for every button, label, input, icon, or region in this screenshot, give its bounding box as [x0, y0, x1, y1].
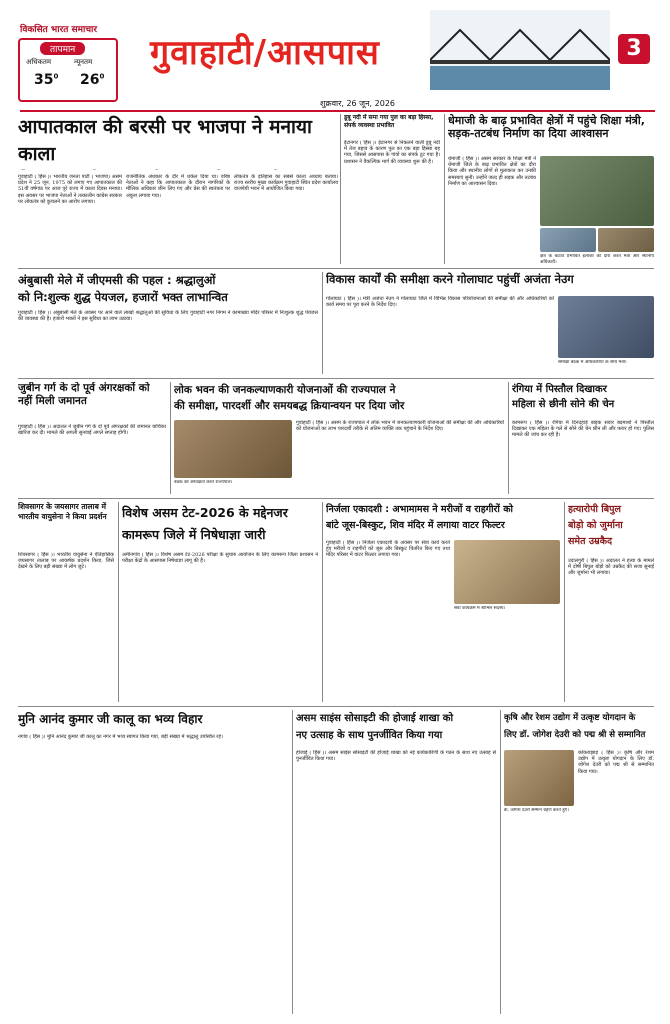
a1-body-col2: राजनीतिक अंधकार के दौर में धकेल दिया था। वरिष्ठ नेताओं ने कहा कि आपातकाल के दौरान नागरिकों के मौलिक अधिकार छीन लिए गए और प्रेस की स्वतंत्रता पर अंकुश लगाया गया। — [126, 174, 230, 199]
masthead-title: गुवाहाटी/आसपास — [150, 33, 380, 73]
rule — [292, 710, 293, 1014]
a14-headline-line2: नए उत्साह के साथ पुनर्जीवित किया गया — [296, 730, 443, 741]
a4-headline-line1: अंबुबासी मेले में जीएमसी की पहल : श्रद्धालुओं — [18, 273, 216, 287]
max-temp: $35^0$ — [34, 72, 59, 88]
rule — [322, 502, 323, 702]
a12-headline — [568, 502, 654, 554]
a2-body: ईटानगर ( हिंस )। ईटानगर से निकलने वाली डूबू नदी में तेज बहाव के कारण पुल का एक बड़ा हिस्सा बह गया, जिससे आसपास के गांवों का संपर्क टूट गया है। प्रशासन ने वैकल्पिक मार्ग की व्यवस्था शुरू की है। — [344, 140, 440, 165]
a11-body: गुवाहाटी ( हिंस )। निर्जला एकादशी के अवसर पर सेवा कार्य करते हुए मरीजों व राहगीरों को जूस और बिस्कुट वितरित किए गए तथा मंदिर परिसर में वाटर फिल्टर लगाया गया। — [326, 540, 450, 559]
rule — [322, 272, 323, 374]
a14-body: होजाई ( हिंस )। असम साइंस सोसाइटी की होजाई शाखा को नई कार्यकारिणी के गठन के साथ नए उत्साह से पुनर्जीवित किया गया। — [296, 750, 496, 763]
a3-photo-3 — [598, 228, 654, 252]
a8-headline-line1: रंगिया में पिस्तौल दिखाकर — [512, 384, 607, 395]
rule — [564, 502, 565, 702]
a4-headline — [18, 272, 318, 306]
page-number: 3 — [626, 36, 642, 61]
a3-caption: क्षेत्र के कटाव प्रभावित इलाकों का दौरा करते मंत्री और स्थानीय अधिकारी। — [540, 254, 654, 265]
max-label: अधिकतम — [26, 58, 52, 66]
a4-headline-line2: को नि:शुल्क शुद्ध पेयजल, हजारों भक्त लाभान्वित — [18, 290, 228, 304]
a15-headline-line1: कृषि और रेशम उद्योग में उत्कृष्ट योगदान के — [504, 713, 636, 723]
a8-headline-line2: महिला से छीनी सोने की चेन — [512, 399, 615, 410]
rule — [18, 268, 654, 269]
a6-body: गुवाहाटी ( हिंस )। अदालत ने जुबीन गर्ग के दो पूर्व अंगरक्षकों की जमानत याचिका खारिज कर दी। मामले की अगली सुनवाई अगले सप्ताह होगी। — [18, 424, 166, 437]
min-label: न्यूनतम — [74, 58, 93, 66]
a13-headline: मुनि आनंद कुमार जी कालू का भव्य विहार — [18, 712, 203, 726]
a7-photo — [174, 420, 292, 478]
a5-caption: समीक्षा बैठक में अधिकारियों के साथ मंत्री। — [558, 360, 627, 365]
a5-photo — [558, 296, 654, 358]
a7-headline-line2: की समीक्षा, पारदर्शी और समयबद्ध क्रियान्वयन पर दिया जोर — [174, 400, 405, 412]
a15-headline — [504, 710, 654, 746]
a1-headline — [18, 114, 336, 170]
a8-body: कामरूप ( हिंस )। रंगिया में दिनदहाड़े बाइक सवार बदमाशों ने पिस्तौल दिखाकर एक महिला के गले से सोने की चेन छीन ली और फरार हो गए। पुलिस मामले की जांच कर रही है। — [512, 420, 654, 439]
a1-headline-line2 — [18, 168, 336, 170]
a15-photo — [504, 750, 574, 806]
max-temp-value: 35 — [34, 72, 54, 88]
a10-headline-line1: विशेष असम टेट-2026 के मद्देनजर — [122, 505, 288, 520]
rule — [340, 114, 341, 264]
a11-caption: सेवा कार्यक्रम में शामिल सदस्य। — [454, 606, 506, 611]
a8-headline — [512, 382, 654, 416]
a1-headline-line1: आपातकाल की बरसी पर भाजपा ने मनाया काला — [18, 116, 312, 165]
a4-body: गुवाहाटी ( हिंस )। अंबुबासी मेले के अवसर पर आने वाले लाखों श्रद्धालुओं की सुविधा के लिए गुवाहाटी नगर निगम ने कामाख्या मंदिर परिसर में निःशुल्क शुद्ध पेयजल की व्यवस्था की है। हजारों भक्तों ने इस सुविधा का लाभ उठाया। — [18, 310, 318, 323]
a12-body: उदालगुरी ( हिंस )। अदालत ने हत्या के मामले में दोषी बिपुल बोड़ो को उम्रकैद की सजा सुनाई और जुर्माना भी लगाया। — [568, 558, 654, 577]
a7-body: गुवाहाटी ( हिंस )। असम के राज्यपाल ने लोक भवन में जनकल्याणकारी योजनाओं की समीक्षा की और अधिकारियों को योजनाओं का लाभ पारदर्शी तरीके से अंतिम व्यक्ति तक पहुंचाने के निर्देश दिए। — [296, 420, 504, 433]
rule — [500, 710, 501, 1014]
a5-body: गोलाघाट ( हिंस )। मंत्री अजंता नेउग ने गोलाघाट जिले में विभिन्न विकास परियोजनाओं की समीक्षा की और अधिकारियों को कार्य समय पर पूरा करने के निर्देश दिए। — [326, 296, 554, 309]
a11-photo — [454, 540, 560, 604]
rule — [18, 378, 654, 379]
a15-headline-line2: लिए डॉ. जोगेश देउरी को पद्म श्री से सम्मानित — [504, 730, 646, 740]
rule — [118, 502, 119, 702]
bridge-image — [430, 10, 610, 90]
a12-headline-line2: बोड़ो को जुर्माना — [568, 520, 623, 531]
masthead — [0, 0, 670, 112]
page-number-badge — [618, 34, 650, 64]
date-bar — [20, 96, 655, 112]
weather-box — [18, 38, 118, 102]
a7-caption: बैठक की अध्यक्षता करते राज्यपाल। — [174, 480, 233, 485]
a15-body: कोकराझाड़ ( हिंस )। कृषि और रेशम उद्योग में उत्कृष्ट योगदान के लिए डॉ. जोगेश देउरी को पद्म श्री से सम्मानित किया गया। — [578, 750, 654, 775]
a12-headline-line3: समेत उम्रकैद — [568, 536, 613, 547]
a14-headline-line1: असम साइंस सोसाइटी की होजाई शाखा को — [296, 713, 454, 724]
a10-headline-line2: कामरूप जिले में निषेधाज्ञा जारी — [122, 527, 266, 542]
min-temp-value: 26 — [80, 72, 100, 88]
a1-body-col3: लोकतंत्र के इतिहास का सबसे काला अध्याय बताया। राज्य स्तरीय मुख्य कार्यक्रम गुवाहाटी स्थित प्रदेश कार्यालय वाजपेयी भवन में आयोजित किया गया। — [234, 174, 338, 193]
min-temp: $26^0$ — [80, 72, 105, 88]
a9-headline: शिवसागर के जयसागर तालाब में भारतीय वायुसेना ने किया प्रदर्शन — [18, 502, 107, 521]
a6-headline: जुबीन गर्ग के दो पूर्व अंगरक्षकों को नहीं मिली जमानत — [18, 382, 150, 407]
a3-photo — [540, 156, 654, 226]
rule — [170, 382, 171, 494]
a7-headline-line1: लोक भवन की जनकल्याणकारी योजनाओं की राज्यपाल ने — [174, 384, 396, 396]
a5-headline: विकास कार्यों की समीक्षा करने गोलाघाट पहुंचीं अजंता नेउग — [326, 272, 574, 286]
a9-body: शिवसागर ( हिंस )। भारतीय वायुसेना ने ऐतिहासिक जयसागर तालाब पर आकर्षक प्रदर्शन किया, जिसे देखने के लिए बड़ी संख्या में लोग जुटे। — [18, 552, 114, 571]
a7-headline — [174, 382, 504, 416]
rule — [18, 498, 654, 499]
a10-headline — [122, 502, 318, 548]
a3-body: धेमाजी ( हिंस )। असम सरकार के शिक्षा मंत्री ने धेमाजी जिले के बाढ़ प्रभावित क्षेत्रों का दौरा किया और स्थानीय लोगों से मुलाकात कर उनकी समस्याएं सुनीं। उन्होंने जल्द ही सड़क और तटबंध निर्माण का आश्वासन दिया। — [448, 156, 536, 187]
issue-date: शुक्रवार, 26 जून, 2026 — [320, 99, 396, 108]
brand-label: विकसित भारत समाचार — [20, 25, 98, 35]
a2-kicker: डूबू नदी में समा गया पुल का बड़ा हिस्सा, संपर्क व्यवस्था प्रभावित — [344, 114, 434, 129]
a13-body: नगांव ( हिंस )। मुनि आनंद कुमार जी कालू का नगर में भव्य स्वागत किया गया, बड़ी संख्या में श्रद्धालु उपस्थित रहे। — [18, 734, 223, 740]
a14-headline — [296, 710, 496, 746]
a3-headline: धेमाजी के बाढ़ प्रभावित क्षेत्रों में पहुंचे शिक्षा मंत्री, सड़क-तटबंध निर्माण का दिया आश्वासन — [448, 114, 645, 140]
rule — [444, 114, 445, 264]
a10-body: अमीनगांव ( हिंस )। विशेष असम टेट-2026 परीक्षा के सुचारु आयोजन के लिए कामरूप जिला प्रशासन ने परीक्षा केंद्रों के आसपास निषेधाज्ञा लागू की है। — [122, 552, 318, 565]
rule — [18, 706, 654, 707]
a1-body-col1: गुवाहाटी ( हिंस )। भारतीय जनता पार्टी ( भाजपा) असम प्रदेश ने 25 जून, 1975 को लगाए गए आपातकाल की 51वीं वर्षगांठ पर आज पूरे राज्य में काला दिवस मनाया। इस अवसर पर भाजपा नेताओं ने तत्कालीन कांग्रेस सरकार पर लोकतंत्र को कुचलने का आरोप लगाया। — [18, 174, 122, 205]
a11-headline — [326, 502, 560, 536]
rule — [508, 382, 509, 494]
weather-label: तापमान — [40, 42, 85, 55]
a11-headline-line1: निर्जला एकादशी : अभामामस ने मरीजों व राहगीरों को — [326, 504, 513, 515]
a11-headline-line2: बांटे जूस-बिस्कुट, शिव मंदिर में लगाया वाटर फिल्टर — [326, 520, 505, 531]
a15-caption: डॉ. जोगेश देउरी सम्मान ग्रहण करते हुए। — [504, 808, 569, 813]
a3-photo-2 — [540, 228, 596, 252]
a12-headline-line1: हत्यारोपी बिपुल — [568, 504, 622, 515]
